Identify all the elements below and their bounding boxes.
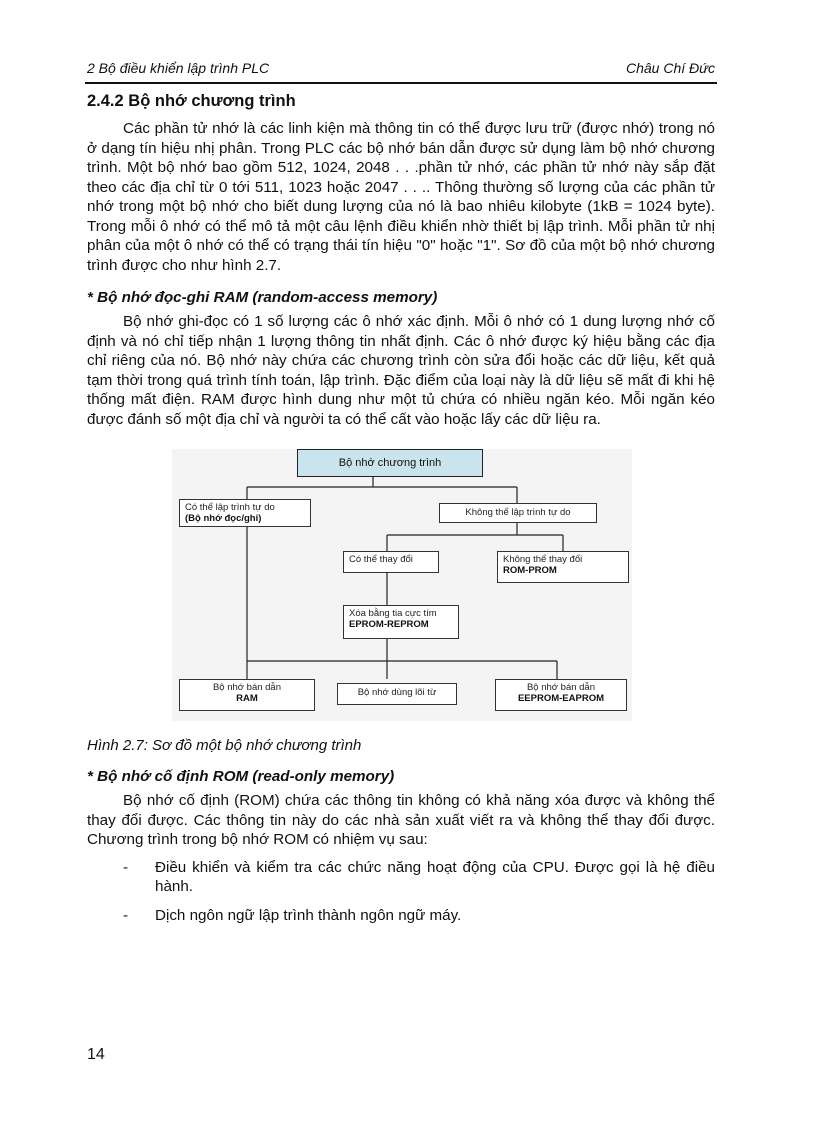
node-magnetic-core: Bộ nhớ dùng lõi từ [337,683,457,705]
list-item [87,858,715,897]
node-not-programmable: Không thể lập trình tự do [439,503,597,523]
figure-caption: Hình 2.7: Sơ đồ một bộ nhớ chương trình [87,737,362,754]
ram-heading: * Bộ nhớ đọc-ghi RAM (random-access memory) [87,289,438,306]
header-rule [85,82,717,84]
section-title: 2.4.2 Bộ nhớ chương trình [87,92,296,110]
node-semiconductor-eeprom: Bộ nhớ bán dẫn EEPROM-EAPROM [495,679,627,711]
node-changeable: Có thể thay đổi [343,551,439,573]
list-bullet: - [123,858,129,876]
page-header [87,60,715,82]
header-chapter: 2 Bộ điều khiển lập trình PLC [87,60,270,76]
rom-paragraph: Bộ nhớ cố định (ROM) chứa các thông tin không có khả năng xóa được và không thể thay đổi được. Các thông tin này do các nhà sản xuất viết ra và không thể thay đổi được. Chương trình trong bộ nhớ ROM có nhiệm vụ sau: [87,792,715,848]
list-item-text: Dịch ngôn ngữ lập trình thành ngôn ngữ máy. [155,906,462,924]
node-unchangeable-rom: Không thể thay đổi ROM-PROM [497,551,629,583]
list-item [87,906,715,926]
header-author: Châu Chí Đức [625,60,715,76]
ram-paragraph: Bộ nhớ ghi-đọc có 1 số lượng các ô nhớ xác định. Mỗi ô nhớ có 1 dung lượng nhớ cố định và nó chỉ tiếp nhận 1 lượng thông tin nhất định. Các ô nhớ được ký hiệu bằng các địa chỉ riêng của nó. Bộ nhớ này chứa các chương trình còn sửa đổi hoặc các dữ liệu, kết quả tạm thời trong quá trình tính toán, lập trình. Đặc điểm của loại này là dữ liệu sẽ mất đi khi hệ thống mất điện. RAM được hình dung như một tủ chứa có nhiều ngăn kéo. Mỗi ngăn kéo được đánh số một địa chỉ và người ta có thể cất vào hoặc lấy các dữ liệu ra. [87,313,715,428]
node-program-memory: Bộ nhớ chương trình [297,449,483,477]
rom-task-list [87,858,715,926]
intro-paragraph: Các phần tử nhớ là các linh kiện mà thông tin có thể được lưu trữ (được nhớ) trong nó ở dạng tín hiệu nhị phân. Trong PLC các bộ nhớ bán dẫn được sử dụng làm bộ nhớ chương trình. Một bộ nhớ bao gồm 512, 1024, 2048 . . .phần tử nhớ, các phần tử nhớ này sắp đặt theo các địa chỉ từ 0 tới 511, 1023 hoặc 2047 . . .. Thông thường số lượng của các phần tử nhớ trong một bộ nhớ cho biết dung lượng của nó là bao nhiêu kilobyte (1kB = 1024 byte). Trong mỗi ô nhớ có thể mô tả một câu lệnh điều khiển nhờ thiết bị lập trình. Mỗi phần tử nhị phân của một ô nhớ có thể có trạng thái tín hiệu "0" hoặc "1". Sơ đồ của một bộ nhớ chương trình được cho như hình 2.7. [87,120,715,274]
page-content [87,92,715,934]
memory-diagram [87,439,715,729]
node-semiconductor-ram: Bộ nhớ bán dẫn RAM [179,679,315,711]
page-number: 14 [87,1046,105,1063]
rom-heading: * Bộ nhớ cố định ROM (read-only memory) [87,768,395,785]
list-item-text: Điều khiển và kiểm tra các chức năng hoạt động của CPU. Được gọi là hệ điều hành. [155,858,715,895]
node-uv-erase-eprom: Xóa bằng tia cực tím EPROM-REPROM [343,605,459,639]
node-programmable: Có thể lập trình tự do (Bộ nhớ đọc/ghi) [179,499,311,527]
list-bullet: - [123,906,129,924]
